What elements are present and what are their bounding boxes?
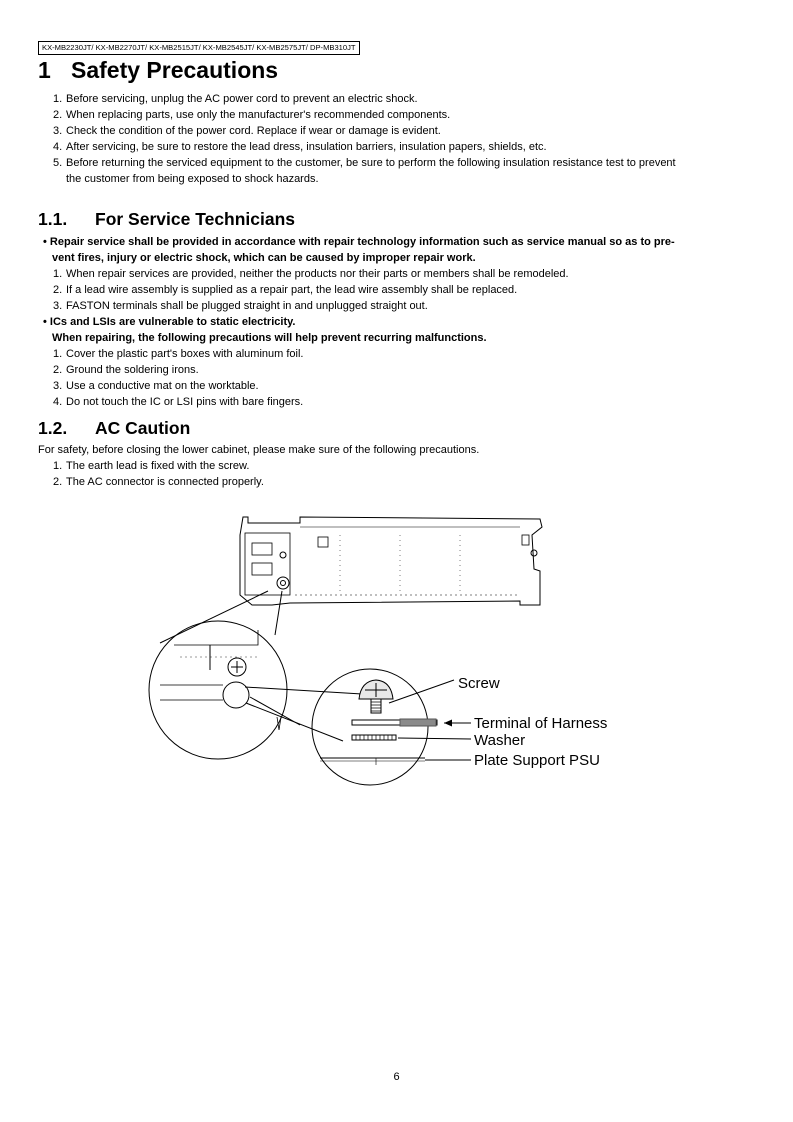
page-number: 6 [393,1071,400,1083]
section-title: Safety Precautions [71,57,279,83]
list-item: 3. Check the condition of the power cord. Replace if wear or damage is evident. [53,125,441,137]
label-terminal-of-harness: Terminal of Harness [474,715,608,732]
bullet-text: vent fires, injury or electric shock, which can be caused by improper repair work. [52,252,476,264]
list-item: 1. Cover the plastic part's boxes with aluminum foil. [53,348,304,360]
section-intro: For safety, before closing the lower cabinet, please make sure of the following precautions. [38,444,480,456]
list-item: 3. Use a conductive mat on the worktable. [53,380,259,392]
section-1-1-heading: 1.1. For Service Technicians [38,209,296,229]
bullet-text: • ICs and LSIs are vulnerable to static electricity. [43,316,296,328]
list-item: 1. Before servicing, unplug the AC power cord to prevent an electric shock. [53,93,418,105]
magnified-view-left [149,621,287,759]
list-item-continuation: the customer from being exposed to shock hazards. [66,173,319,185]
bullet-text: • Repair service shall be provided in accordance with repair technology information such as service manual so as to pre- [43,236,675,248]
earth-lead-diagram [140,505,640,795]
list-item: 3. FASTON terminals shall be plugged straight in and unplugged straight out. [53,300,428,312]
list-item: 4. Do not touch the IC or LSI pins with bare fingers. [53,396,304,408]
section-number: 1 [38,57,51,83]
section-1-heading [38,57,278,84]
bullet-text: When repairing, the following precautions will help prevent recurring malfunctions. [52,332,487,344]
label-washer: Washer [474,732,526,749]
section-1-2-heading: 1.2. AC Caution [38,418,191,438]
list-item: 2. Ground the soldering irons. [53,364,199,376]
list-item: 1. When repair services are provided, neither the products nor their parts or members shall be remodeled. [53,268,569,280]
list-item: 2. When replacing parts, use only the manufacturer's recommended components. [53,109,451,121]
list-item: 2. The AC connector is connected properly. [53,476,264,488]
label-screw: Screw [458,675,500,692]
model-list-header: KX-MB2230JT/ KX-MB2270JT/ KX-MB2515JT/ KX-MB2545JT/ KX-MB2575JT/ DP-MB310JT [38,41,360,55]
list-item: 4. After servicing, be sure to restore the lead dress, insulation barriers, insulation papers, shields, etc. [53,141,547,153]
list-item: 5. Before returning the serviced equipment to the customer, be sure to perform the following insulation resistance test to prevent [53,157,676,169]
list-item: 1. The earth lead is fixed with the screw. [53,460,250,472]
list-item: 2. If a lead wire assembly is supplied as a repair part, the lead wire assembly shall be replaced. [53,284,518,296]
psu-chassis [240,517,542,605]
washer [352,735,396,740]
label-plate-support-psu: Plate Support PSU [474,752,600,769]
